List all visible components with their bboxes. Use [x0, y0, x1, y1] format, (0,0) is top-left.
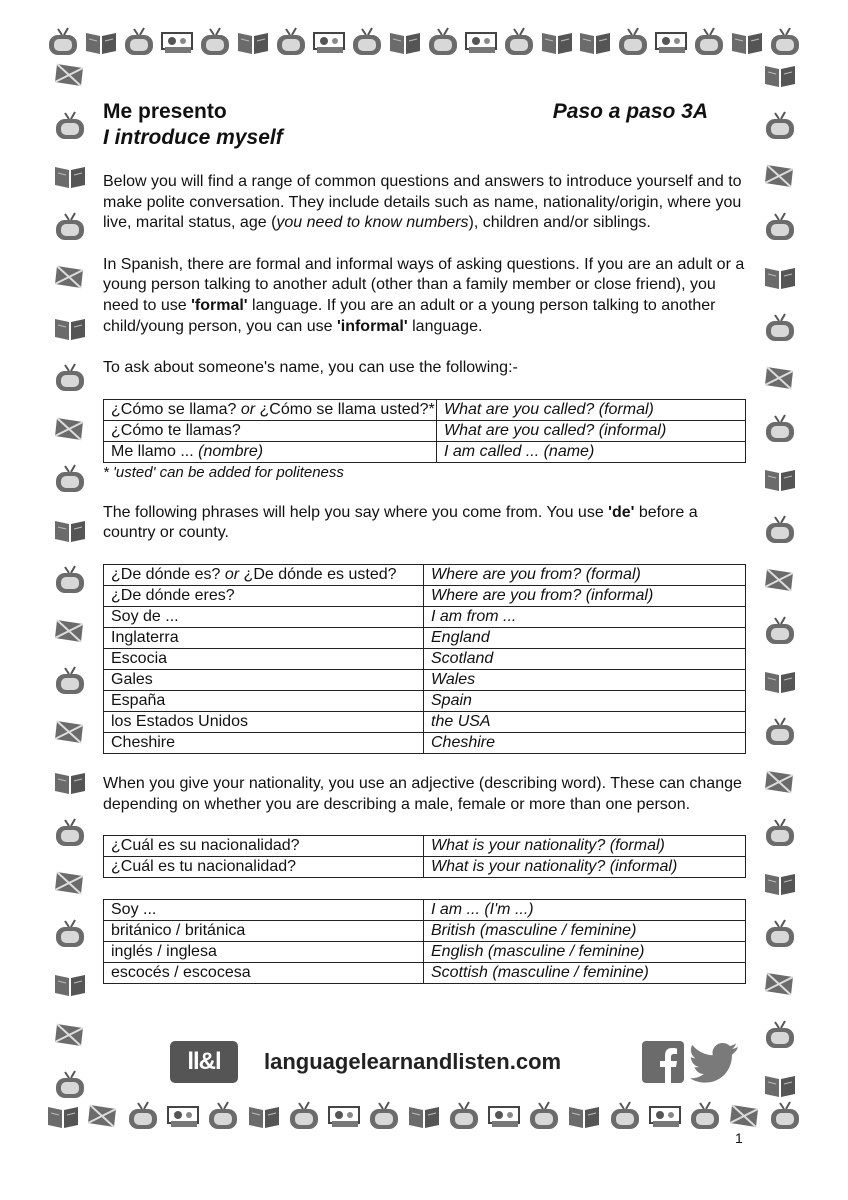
names-table	[103, 399, 746, 463]
origin-paragraph	[103, 503, 745, 544]
tv-icon	[53, 212, 87, 242]
money-icon	[327, 1101, 361, 1131]
table-row	[104, 420, 746, 441]
money-icon	[312, 27, 346, 57]
twitter-icon[interactable]	[690, 1041, 740, 1083]
spanish-cell: ¿Cómo te llamas?	[104, 420, 437, 441]
flag-icon	[763, 565, 797, 595]
english-cell: What is your nationality? (informal)	[424, 857, 746, 878]
informal-term: 'informal'	[336, 317, 408, 335]
spanish-cell: escocés / escocesa	[104, 963, 424, 984]
spanish-cell: británico / británica	[104, 921, 424, 942]
flag-icon	[86, 1101, 120, 1131]
top-border	[46, 20, 802, 64]
tv-icon	[447, 1101, 481, 1131]
book-icon	[730, 27, 764, 57]
english-cell: What are you called? (formal)	[437, 399, 746, 420]
origin-text: The following phrases will help you say where you come from. You use	[103, 503, 609, 521]
table-row	[104, 399, 746, 420]
flag-icon	[53, 616, 87, 646]
english-cell: England	[424, 627, 746, 648]
book-icon	[53, 313, 87, 343]
table-row	[104, 441, 746, 462]
nationality-question-table	[103, 835, 746, 878]
money-icon	[166, 1101, 200, 1131]
tv-icon	[763, 515, 797, 545]
spanish-cell: Escocia	[104, 648, 424, 669]
money-icon	[654, 27, 688, 57]
origin-table	[103, 564, 746, 754]
tv-icon	[126, 1101, 160, 1131]
book-icon	[53, 161, 87, 191]
tv-icon	[763, 212, 797, 242]
intro-text: language. If you are an adult or a young person talking to another child/young person, you can use	[103, 296, 716, 335]
money-icon	[160, 27, 194, 57]
english-cell: Scottish (masculine / feminine)	[424, 963, 746, 984]
book-icon	[46, 1101, 80, 1131]
tv-icon	[53, 1070, 87, 1100]
book-icon	[540, 27, 574, 57]
table-row	[104, 921, 746, 942]
english-cell: What are you called? (informal)	[437, 420, 746, 441]
tv-icon	[608, 1101, 642, 1131]
tv-icon	[763, 818, 797, 848]
nationality-paragraph: When you give your nationality, you use an adjective (describing word). These can change depending on whether you are describing a male, female or more than one person.	[103, 774, 742, 813]
table-row	[104, 669, 746, 690]
intro-paragraph-1	[103, 172, 745, 234]
tv-icon	[53, 464, 87, 494]
money-icon	[487, 1101, 521, 1131]
tv-icon	[53, 818, 87, 848]
page-title: Me presento	[103, 100, 227, 123]
tv-icon	[502, 27, 536, 57]
book-icon	[763, 666, 797, 696]
tv-icon	[763, 313, 797, 343]
table-row	[104, 690, 746, 711]
tv-icon	[53, 363, 87, 393]
english-cell: British (masculine / feminine)	[424, 921, 746, 942]
tv-icon	[122, 27, 156, 57]
english-cell: Spain	[424, 690, 746, 711]
flag-icon	[53, 1020, 87, 1050]
de-term: 'de'	[608, 503, 635, 521]
english-cell: English (masculine / feminine)	[424, 942, 746, 963]
table-row	[104, 857, 746, 878]
spanish-cell: ¿Cuál es su nacionalidad?	[104, 836, 424, 857]
page-subtitle: I introduce myself	[103, 126, 283, 149]
tv-icon	[763, 414, 797, 444]
table-row	[104, 627, 746, 648]
book-icon	[388, 27, 422, 57]
spanish-cell: Soy de ...	[104, 606, 424, 627]
book-icon	[763, 60, 797, 90]
spanish-cell: los Estados Unidos	[104, 711, 424, 732]
flag-icon	[763, 969, 797, 999]
english-cell: Cheshire	[424, 732, 746, 753]
spanish-cell: Inglaterra	[104, 627, 424, 648]
book-icon	[84, 27, 118, 57]
website-link[interactable]: languagelearnandlisten.com	[264, 1049, 562, 1074]
right-border	[758, 60, 802, 1100]
money-icon	[648, 1101, 682, 1131]
formal-term: 'formal'	[191, 296, 248, 314]
page-number: 1	[735, 1130, 743, 1146]
flag-icon	[728, 1101, 762, 1131]
english-cell: What is your nationality? (formal)	[424, 836, 746, 857]
tv-icon	[763, 919, 797, 949]
tv-icon	[350, 27, 384, 57]
english-cell: Wales	[424, 669, 746, 690]
flag-icon	[53, 868, 87, 898]
footer	[170, 1038, 740, 1086]
book-icon	[236, 27, 270, 57]
intro-text: In Spanish, there are formal and informal ways of asking questions. If you are an adult or a young person talking to another adult (other than a family member or close friend), you need to use	[103, 255, 745, 314]
book-icon	[578, 27, 612, 57]
lesson-reference: Paso a paso 3A	[552, 100, 708, 123]
book-icon	[763, 262, 797, 292]
english-cell: I am from ...	[424, 606, 746, 627]
spanish-cell: ¿De dónde eres?	[104, 585, 424, 606]
flag-icon	[53, 414, 87, 444]
facebook-icon[interactable]	[642, 1041, 684, 1083]
table-row	[104, 836, 746, 857]
english-cell: Scotland	[424, 648, 746, 669]
book-icon	[763, 868, 797, 898]
table-row	[104, 606, 746, 627]
spanish-cell: ¿Cuál es tu nacionalidad?	[104, 857, 424, 878]
english-cell: the USA	[424, 711, 746, 732]
tv-icon	[426, 27, 460, 57]
table-row	[104, 900, 746, 921]
tv-icon	[53, 919, 87, 949]
origin-text: before a country or county.	[103, 503, 698, 542]
table-row	[104, 564, 746, 585]
book-icon	[567, 1101, 601, 1131]
table-row	[104, 585, 746, 606]
tv-icon	[53, 111, 87, 141]
intro-text: language.	[407, 317, 483, 335]
tv-icon	[287, 1101, 321, 1131]
book-icon	[407, 1101, 441, 1131]
nationality-answer-table	[103, 899, 746, 984]
tv-icon	[763, 111, 797, 141]
flag-icon	[53, 717, 87, 747]
flag-icon	[763, 161, 797, 191]
flag-icon	[53, 60, 87, 90]
tv-icon	[768, 1101, 802, 1131]
table-row	[104, 963, 746, 984]
tv-icon	[206, 1101, 240, 1131]
social-links	[642, 1041, 740, 1083]
book-icon	[53, 515, 87, 545]
tv-icon	[768, 27, 802, 57]
tv-icon	[616, 27, 650, 57]
intro-text: Below you will find a range of common questions and answers to introduce yourself and to make polite conversation. They include details such as name, nationality/origin, where you live, marital status, age (	[103, 173, 742, 232]
intro-italic: you need to know numbers	[276, 214, 469, 232]
table-row	[104, 942, 746, 963]
tv-icon	[198, 27, 232, 57]
tv-icon	[53, 565, 87, 595]
tv-icon	[367, 1101, 401, 1131]
tv-icon	[53, 666, 87, 696]
tv-icon	[763, 616, 797, 646]
book-icon	[53, 767, 87, 797]
title-row	[103, 100, 745, 124]
intro-paragraph-3: To ask about someone's name, you can use the following:-	[103, 359, 518, 377]
spanish-cell: ¿Cómo se llama? or ¿Cómo se llama usted?*	[104, 399, 437, 420]
tv-icon	[688, 1101, 722, 1131]
table-row	[104, 648, 746, 669]
book-icon	[763, 464, 797, 494]
flag-icon	[53, 262, 87, 292]
money-icon	[464, 27, 498, 57]
flag-icon	[763, 767, 797, 797]
spanish-cell: Soy ...	[104, 900, 424, 921]
intro-paragraph-2	[103, 255, 745, 337]
tv-icon	[763, 717, 797, 747]
brand-logo: ll&l	[170, 1041, 238, 1083]
spanish-cell: Gales	[104, 669, 424, 690]
book-icon	[763, 1070, 797, 1100]
tv-icon	[692, 27, 726, 57]
spanish-cell: ¿De dónde es? or ¿De dónde es usted?	[104, 564, 424, 585]
flag-icon	[763, 363, 797, 393]
worksheet-content	[103, 100, 745, 984]
tv-icon	[46, 27, 80, 57]
politeness-note: * 'usted' can be added for politeness	[103, 463, 344, 481]
table-row	[104, 711, 746, 732]
english-cell: Where are you from? (formal)	[424, 564, 746, 585]
tv-icon	[527, 1101, 561, 1131]
english-cell: I am called ... (name)	[437, 441, 746, 462]
table-row	[104, 732, 746, 753]
tv-icon	[274, 27, 308, 57]
book-icon	[53, 969, 87, 999]
intro-text: ), children and/or siblings.	[468, 214, 651, 232]
spanish-cell: España	[104, 690, 424, 711]
bottom-border	[46, 1094, 802, 1138]
spanish-cell: Me llamo ... (nombre)	[104, 441, 437, 462]
spanish-cell: inglés / inglesa	[104, 942, 424, 963]
left-border	[48, 60, 92, 1100]
english-cell: I am ... (I'm ...)	[424, 900, 746, 921]
tv-icon	[763, 1020, 797, 1050]
spanish-cell: Cheshire	[104, 732, 424, 753]
english-cell: Where are you from? (informal)	[424, 585, 746, 606]
book-icon	[247, 1101, 281, 1131]
